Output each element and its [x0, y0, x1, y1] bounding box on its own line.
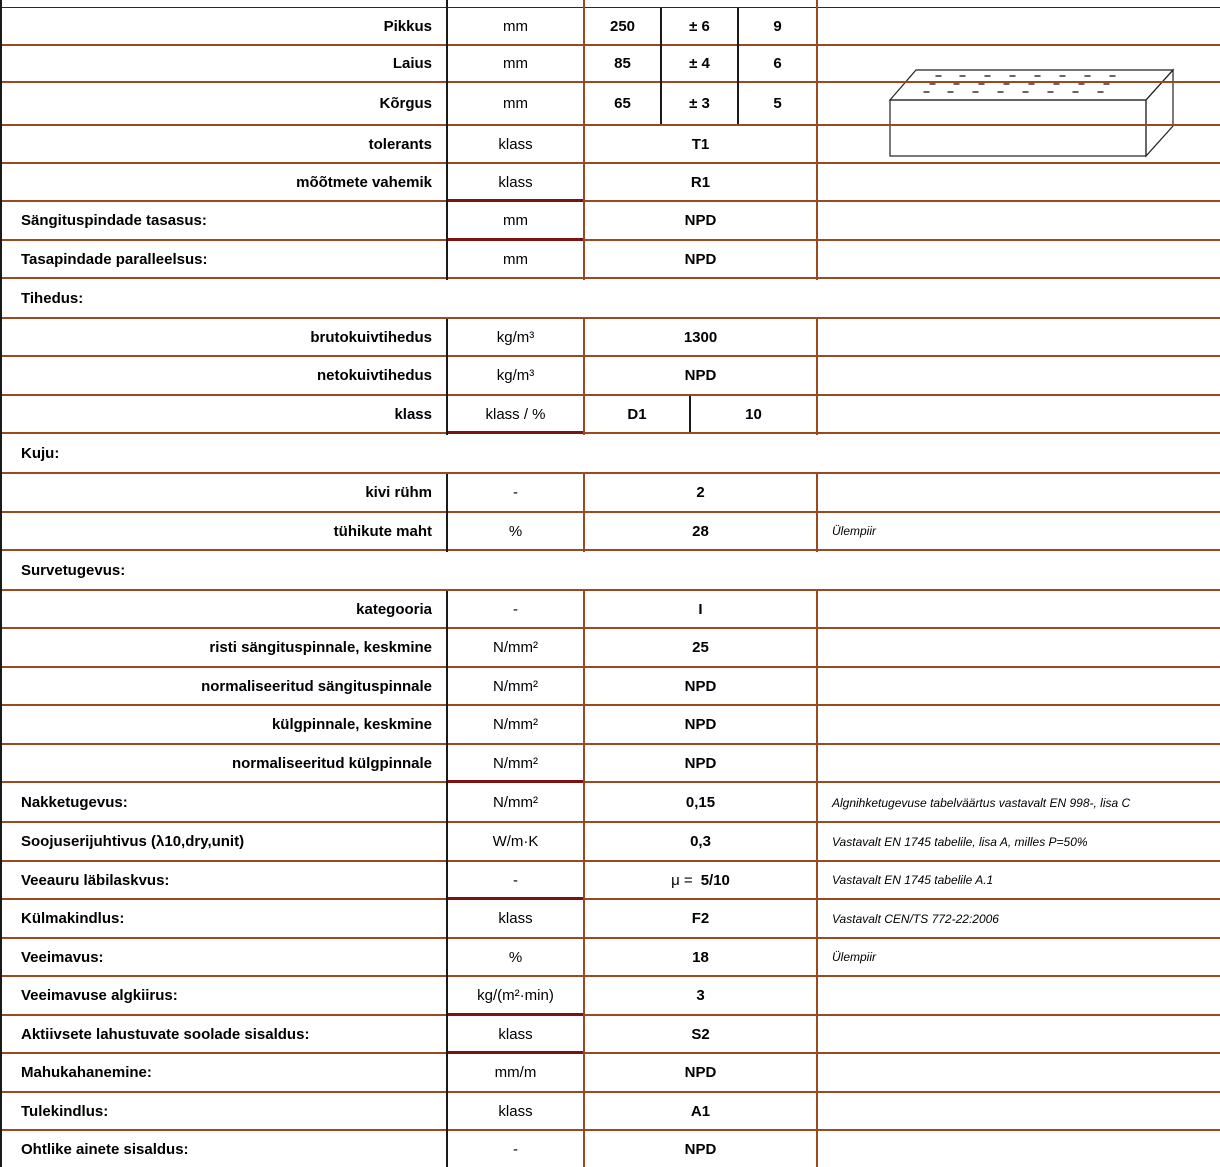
dimension-label: tolerants: [368, 135, 432, 153]
shape-value: 2: [696, 484, 705, 501]
table-rule: [0, 743, 1220, 745]
flatness-label: Sängituspindade tasasus:: [21, 212, 207, 229]
property-label: Nakketugevus:: [21, 794, 128, 811]
compressive-row: [0, 745, 1220, 781]
density-percent-value: 10: [745, 405, 762, 423]
table-rule: [0, 898, 1220, 900]
dimension-row-length: [0, 8, 1220, 44]
compressive-unit: N/mm²: [493, 716, 538, 733]
table-rule: [0, 239, 1220, 241]
table-rule: [0, 821, 1220, 823]
shape-unit: %: [508, 522, 523, 540]
property-row: [0, 784, 1220, 821]
parallelism-label: Tasapindade paralleelsus:: [21, 250, 208, 268]
density-class-row: [0, 396, 1220, 432]
density-unit: kg/m³: [496, 367, 535, 384]
table-rule: [0, 1091, 1220, 1093]
compressive-row: [0, 706, 1220, 743]
table-rule: [0, 975, 1220, 977]
table-rule: [0, 200, 1220, 202]
table-rule: [0, 277, 1220, 279]
cell-accent: [448, 780, 583, 783]
shape-label: kivi rühm: [365, 484, 432, 501]
property-unit: mm/m: [494, 1064, 537, 1081]
parallelism-value: NPD: [684, 250, 717, 268]
shape-value: 28: [692, 522, 709, 540]
table-rule: [0, 549, 1220, 551]
table-rule: [0, 317, 1220, 319]
property-value: NPD: [684, 1140, 717, 1158]
dimension-label: mõõtmete vahemik: [296, 173, 432, 191]
dimension-range: 5: [773, 95, 782, 112]
parallelism-row: [0, 241, 1220, 277]
property-note: Vastavalt EN 1745 tabelile, lisa A, milles P=50%: [832, 834, 1088, 849]
dimension-unit: mm: [503, 17, 528, 35]
compressive-value: 25: [692, 639, 709, 656]
density-header-row: [0, 280, 1220, 317]
property-note: Algnihketugevuse tabelväärtus vastavalt EN 998-, lisa C: [832, 795, 1131, 810]
table-rule: [0, 781, 1220, 783]
table-column-rule: [0, 0, 2, 1167]
property-label: Veeimavus:: [21, 948, 104, 966]
table-rule: [0, 666, 1220, 668]
property-row: [0, 1016, 1220, 1052]
density-value: NPD: [684, 367, 717, 384]
dimension-label: Laius: [392, 55, 432, 72]
table-rule: [0, 432, 1220, 434]
compressive-row: [0, 591, 1220, 627]
property-value: 0,3: [690, 833, 711, 850]
dimension-unit: klass: [498, 173, 533, 191]
table-column-rule: [737, 8, 739, 124]
density-net-row: [0, 357, 1220, 394]
property-unit: klass: [498, 1102, 533, 1120]
table-rule: [0, 7, 1220, 8]
table-column-rule: [446, 474, 448, 552]
compressive-row: [0, 668, 1220, 704]
property-row: [0, 977, 1220, 1014]
property-row: [0, 823, 1220, 860]
property-value-group: [585, 862, 816, 898]
property-row: [0, 1054, 1220, 1091]
cell-accent: [448, 1051, 583, 1054]
table-rule: [0, 1014, 1220, 1016]
table-column-rule: [816, 474, 818, 552]
property-value: 0,15: [685, 794, 716, 811]
table-rule: [0, 394, 1220, 396]
dimension-value: R1: [690, 173, 711, 191]
dimension-nominal: 65: [614, 95, 631, 112]
table-rule: [0, 162, 1220, 164]
compressive-value: NPD: [684, 677, 717, 695]
cell-accent: [448, 431, 583, 434]
property-label: Mahukahanemine:: [21, 1064, 152, 1081]
property-row: [0, 862, 1220, 898]
table-rule: [0, 472, 1220, 474]
table-column-rule: [583, 319, 585, 435]
dimension-label: Pikkus: [383, 17, 432, 35]
dimension-row-range-class: [0, 164, 1220, 200]
compressive-value: NPD: [684, 716, 717, 733]
density-label: brutokuivtihedus: [310, 328, 432, 346]
property-label: Aktiivsete lahustuvate soolade sisaldus:: [21, 1025, 310, 1043]
density-header: Tihedus:: [21, 290, 84, 307]
table-column-rule: [689, 396, 691, 432]
property-value: S2: [691, 1025, 710, 1043]
property-unit: klass: [498, 910, 533, 927]
table-rule: [0, 81, 1220, 83]
dimension-unit: mm: [503, 55, 528, 72]
density-label: netokuivtihedus: [316, 367, 432, 384]
table-column-rule: [583, 591, 585, 1167]
shape-voids-row: [0, 513, 1220, 549]
property-value: 3: [696, 987, 705, 1004]
table-column-rule: [816, 319, 818, 435]
property-value: F2: [691, 910, 710, 927]
dimension-nominal: 250: [609, 17, 636, 35]
compressive-unit: N/mm²: [493, 677, 538, 695]
dimension-label: Kõrgus: [379, 95, 432, 112]
property-row: [0, 900, 1220, 937]
table-rule: [0, 704, 1220, 706]
property-unit: klass: [498, 1025, 533, 1043]
property-row: [0, 1093, 1220, 1129]
table-column-rule: [816, 0, 818, 280]
compressive-unit: -: [513, 600, 518, 618]
table-column-rule: [660, 8, 662, 124]
cell-accent: [448, 897, 583, 900]
property-value: 5/10: [700, 871, 730, 889]
dimension-range: 9: [773, 17, 782, 35]
property-unit: kg/(m²·min): [477, 987, 554, 1004]
density-label: klass: [394, 405, 432, 423]
cell-accent: [448, 199, 583, 202]
compressive-value: I: [698, 600, 703, 618]
property-label: Ohtlike ainete sisaldus:: [21, 1140, 189, 1158]
property-label: Tulekindlus:: [21, 1102, 109, 1120]
table-rule: [0, 627, 1220, 629]
table-rule: [0, 589, 1220, 591]
property-note: Ülempiir: [832, 950, 877, 964]
cell-accent: [448, 1013, 583, 1016]
mu-prefix: μ =: [671, 871, 693, 889]
table-rule: [0, 1052, 1220, 1054]
table-rule: [0, 124, 1220, 126]
compressive-label: normaliseeritud külgpinnale: [231, 754, 432, 772]
table-column-rule: [446, 319, 448, 435]
parallelism-unit: mm: [503, 250, 528, 268]
flatness-value: NPD: [684, 212, 717, 229]
dimension-value: T1: [691, 135, 710, 153]
property-label: Soojuserijuhtivus (λ10,dry,unit): [21, 833, 245, 850]
property-label: Veeauru läbilaskvus:: [21, 871, 170, 889]
compressive-value: NPD: [684, 754, 717, 772]
dimension-unit: mm: [503, 95, 528, 112]
shape-note: Ülempiir: [832, 524, 877, 538]
table-rule: [0, 355, 1220, 357]
property-value: 18: [692, 948, 709, 966]
property-value: A1: [690, 1102, 711, 1120]
property-unit: N/mm²: [493, 794, 538, 811]
dimension-nominal: 85: [614, 55, 631, 72]
shape-header: Kuju:: [21, 445, 60, 462]
property-row: [0, 939, 1220, 975]
density-value: 1300: [683, 328, 718, 346]
table-rule: [0, 511, 1220, 513]
property-unit: %: [508, 948, 523, 966]
compressive-label: risti sängituspinnale, keskmine: [209, 639, 432, 656]
property-unit: -: [513, 1140, 518, 1158]
compressive-label: kategooria: [356, 600, 432, 618]
compressive-header: Survetugevus:: [21, 562, 126, 579]
property-label: Veeimavuse algkiirus:: [21, 987, 178, 1004]
shape-group-row: [0, 474, 1220, 511]
shape-header-row: [0, 435, 1220, 472]
table-rule: [0, 44, 1220, 46]
density-gross-row: [0, 319, 1220, 355]
dimension-tolerance: ± 4: [689, 55, 710, 72]
compressive-label: külgpinnale, keskmine: [271, 716, 432, 733]
table-rule: [0, 937, 1220, 939]
table-column-rule: [583, 0, 585, 280]
dimension-tolerance: ± 6: [689, 17, 710, 35]
property-note: Vastavalt CEN/TS 772-22:2006: [832, 911, 999, 926]
density-class-value: D1: [627, 405, 647, 423]
compressive-row: [0, 629, 1220, 666]
table-column-rule: [816, 591, 818, 1167]
density-unit: kg/m³: [496, 328, 535, 346]
perforated-brick-icon: [888, 60, 1178, 160]
property-unit: W/m·K: [492, 833, 539, 850]
flatness-row: [0, 202, 1220, 239]
compressive-unit: N/mm²: [493, 754, 538, 772]
table-column-rule: [583, 474, 585, 552]
flatness-unit: mm: [503, 212, 528, 229]
density-unit: klass / %: [485, 405, 546, 423]
shape-label: tühikute maht: [333, 522, 432, 540]
table-rule: [0, 860, 1220, 862]
compressive-label: normaliseeritud sängituspinnale: [201, 677, 432, 695]
property-unit: -: [513, 871, 518, 889]
cell-accent: [448, 238, 583, 241]
property-label: Külmakindlus:: [21, 910, 125, 927]
dimension-tolerance: ± 3: [689, 95, 710, 112]
shape-unit: -: [513, 484, 518, 501]
property-note: Vastavalt EN 1745 tabelile A.1: [832, 873, 994, 887]
property-value: NPD: [684, 1064, 717, 1081]
dimension-range: 6: [773, 55, 782, 72]
table-column-rule: [446, 591, 448, 1167]
property-row: [0, 1131, 1220, 1167]
compressive-unit: N/mm²: [493, 639, 538, 656]
table-rule: [0, 1129, 1220, 1131]
dimension-unit: klass: [498, 135, 533, 153]
compressive-header-row: [0, 552, 1220, 589]
